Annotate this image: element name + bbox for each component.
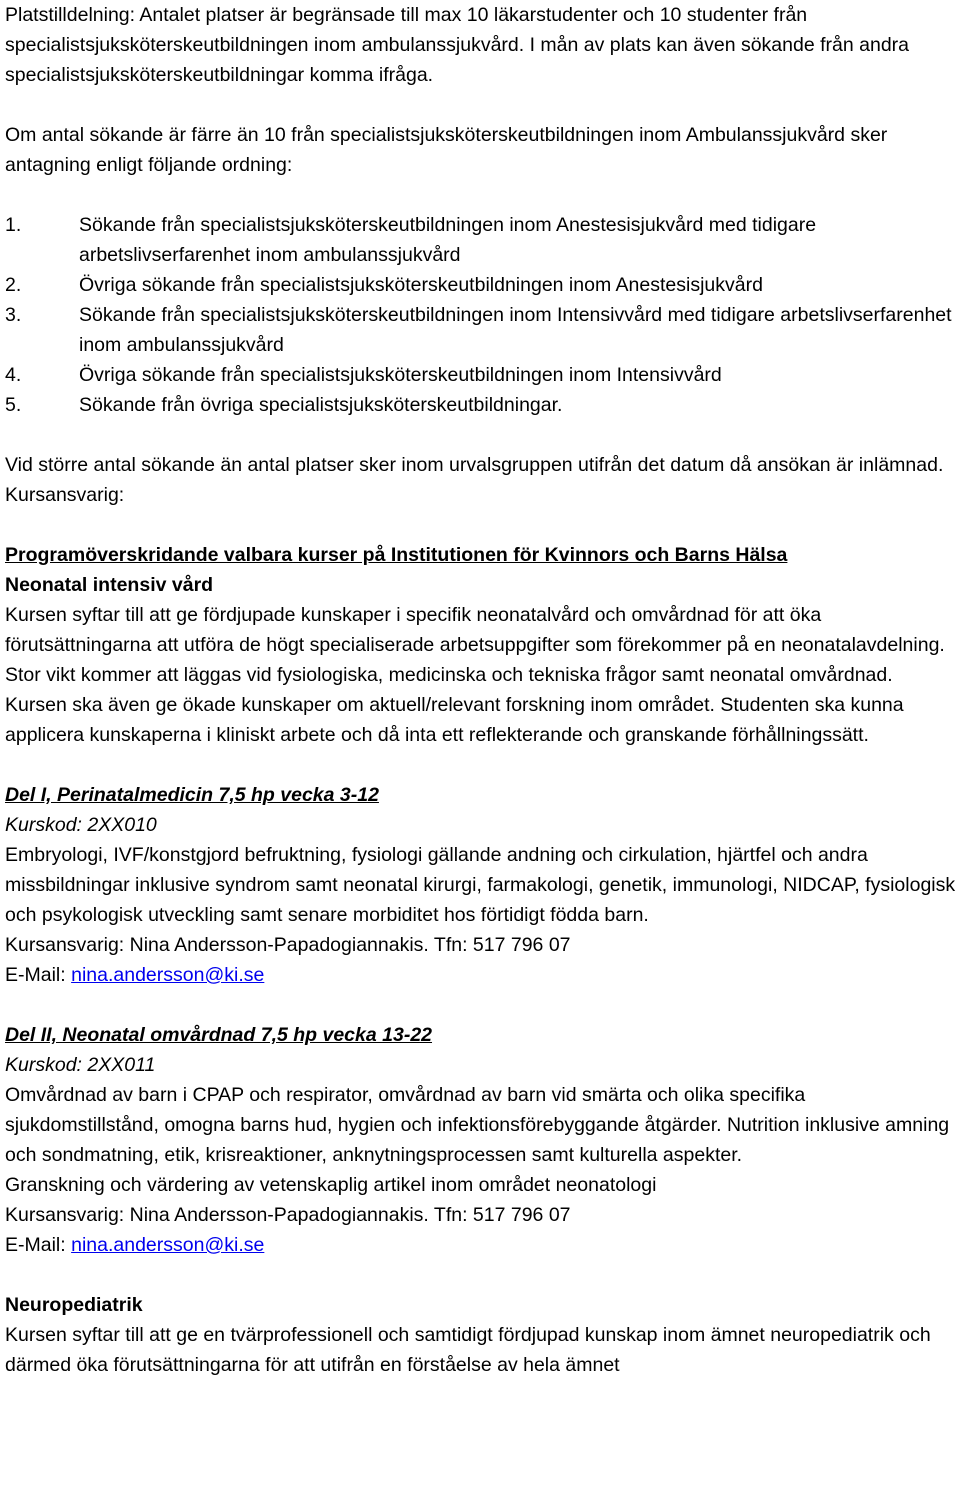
list-item-number: 2. (5, 274, 22, 296)
list-item-text: Övriga sökande från specialistsjuksköterskeutbildningen inom Intensivvård (79, 364, 722, 386)
list-item-text: Sökande från specialistsjuksköterskeutbildningen inom Anestesisjukvård med tidigare arbetslivserfarenhet inom ambulanssjukvård (79, 214, 817, 266)
selection-paragraph: Vid större antal sökande än antal platser sker inom urvalsgruppen utifrån det datum då ansökan är inlämnad. (5, 454, 944, 476)
admission-order-paragraph: Om antal sökande är färre än 10 från specialistsjuksköterskeutbildningen inom Ambulanssjukvård sker antagning enligt följande ordning: (5, 124, 888, 176)
part-title-omvardnad: Del II, Neonatal omvårdnad 7,5 hp vecka 13-22 (5, 1024, 433, 1046)
course-title-neonatal: Neonatal intensiv vård (5, 574, 214, 596)
list-item-number: 1. (5, 214, 22, 236)
part-title-perinatal: Del I, Perinatalmedicin 7,5 hp vecka 3-12 (5, 784, 379, 806)
list-item (5, 360, 957, 390)
email-label: E-Mail: (5, 1234, 72, 1256)
email-line-omvardnad (5, 1230, 957, 1260)
email-link[interactable]: nina.andersson@ki.se (71, 964, 265, 986)
placement-paragraph: Platstilldelning: Antalet platser är begränsade till max 10 läkarstudenter och 10 studenter från specialistsjuksköterskeutbildningen inom ambulanssjukvård. I mån av plats kan även sökande från andra specialistsjuksköterskeutbildningar komma ifråga. (5, 4, 909, 86)
email-line-perinatal (5, 960, 957, 990)
email-label: E-Mail: (5, 964, 72, 986)
list-item-number: 5. (5, 394, 22, 416)
list-item-number: 3. (5, 304, 22, 326)
part-description-perinatal: Embryologi, IVF/konstgjord befruktning, fysiologi gällande andning och cirkulation, hjärtfel och andra missbildningar inklusive syndrom samt neonatal kirurgi, farmakologi, genetik, immunologi, NIDCAP, fysiologisk och psykologisk utveckling samt senare morbiditet hos förtidigt födda barn. (5, 844, 956, 926)
list-item (5, 390, 957, 420)
course-description-neuropediatrik: Kursen syftar till att ge en tvärprofessionell och samtidigt fördjupad kunskap inom ämnet neuropediatrik och därmed öka förutsättningarna för att utifrån en förståelse av hela ämnet (5, 1324, 931, 1376)
course-title-neuropediatrik: Neuropediatrik (5, 1294, 143, 1316)
list-item-text: Sökande från specialistsjuksköterskeutbildningen inom Intensivvård med tidigare arbetslivserfarenhet inom ambulanssjukvård (79, 304, 952, 356)
list-item-text: Sökande från övriga specialistsjuksköterskeutbildningar. (79, 394, 563, 416)
admission-order-list (5, 210, 957, 420)
course-responsible-label: Kursansvarig: (5, 484, 125, 506)
document-page (5, 0, 957, 1380)
part-extra-omvardnad: Granskning och värdering av vetenskaplig artikel inom området neonatologi (5, 1174, 657, 1196)
section-title: Programöverskridande valbara kurser på Institutionen för Kvinnors och Barns Hälsa (5, 544, 788, 566)
email-link[interactable]: nina.andersson@ki.se (71, 1234, 265, 1256)
course-code-omvardnad: Kurskod: 2XX011 (5, 1054, 156, 1076)
list-item (5, 210, 957, 270)
part-description-omvardnad: Omvårdnad av barn i CPAP och respirator, omvårdnad av barn vid smärta och olika specifika sjukdomstillstånd, omogna barns hud, hygien och infektionsförebyggande åtgärder. Nutrition inklusive amning och sondmatning, etik, krisreaktioner, anknytningsprocessen samt kulturella aspekter. (5, 1084, 950, 1166)
course-description-neonatal: Kursen syftar till att ge fördjupade kunskaper i specifik neonatalvård och omvårdnad för att öka förutsättningarna att utföra de högt specialiserade arbetsuppgifter som förekommer på en neonatalavdelning. Stor vikt kommer att läggas vid fysiologiska, medicinska och tekniska frågor samt neonatal omvårdnad. Kursen ska även ge ökade kunskaper om aktuell/relevant forskning inom området. Studenten ska kunna applicera kunskaperna i kliniskt arbete och då inta ett reflekterande och granskande förhållningssätt. (5, 604, 945, 746)
list-item (5, 300, 957, 360)
list-item-text: Övriga sökande från specialistsjuksköterskeutbildningen inom Anestesisjukvård (79, 274, 763, 296)
course-code-perinatal: Kurskod: 2XX010 (5, 814, 157, 836)
list-item-number: 4. (5, 364, 22, 386)
part-responsible-omvardnad: Kursansvarig: Nina Andersson-Papadogiannakis. Tfn: 517 796 07 (5, 1204, 571, 1226)
list-item (5, 270, 957, 300)
part-responsible-perinatal: Kursansvarig: Nina Andersson-Papadogiannakis. Tfn: 517 796 07 (5, 934, 571, 956)
